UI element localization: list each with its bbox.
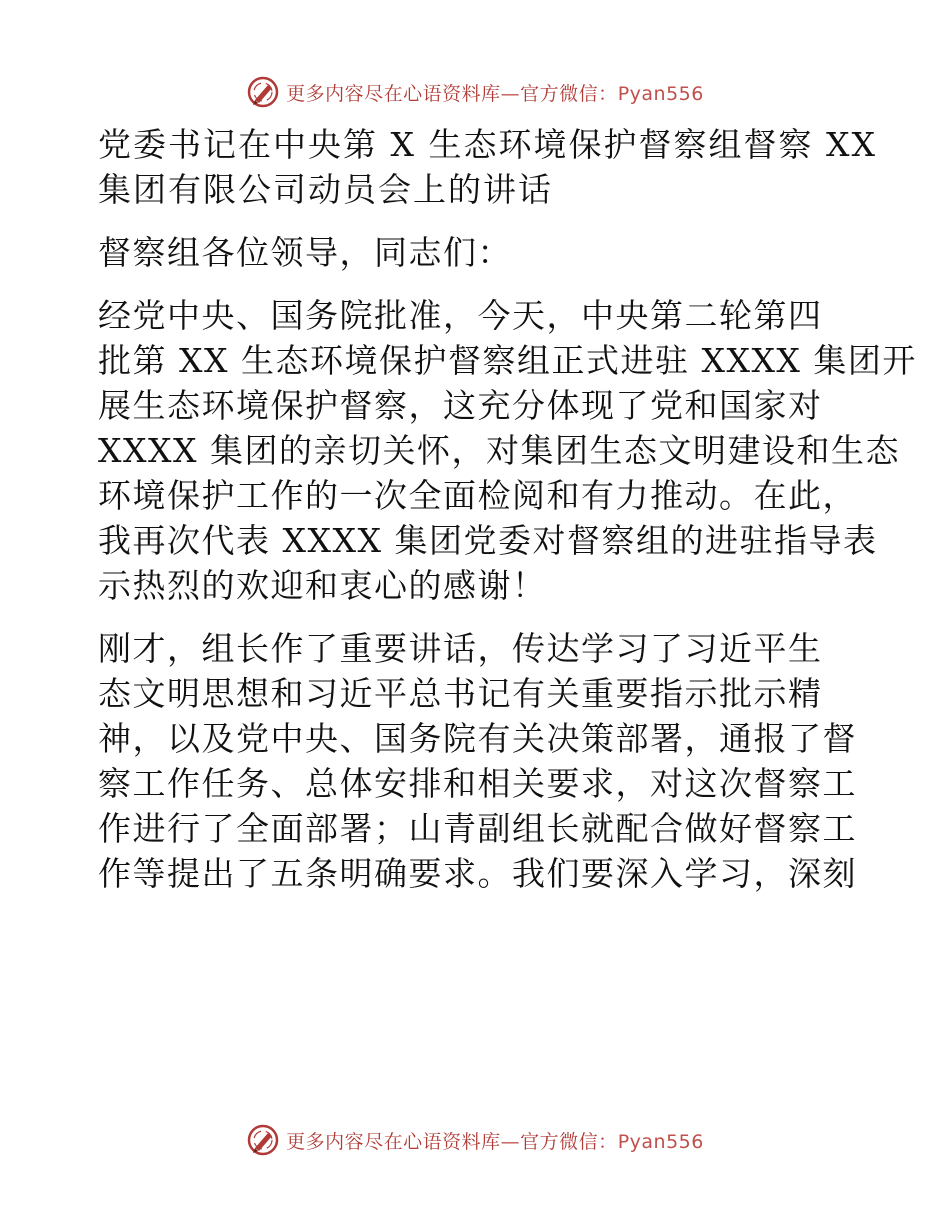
text-line: 态文明思想和习近平总书记有关重要指示批示精 [98,674,823,713]
text-line: 示热烈的欢迎和衷心的感谢！ [98,566,547,605]
title-line: 党委书记在中央第 X 生态环境保护督察组督察 XX [98,125,877,164]
watermark-dash: — [500,1130,521,1153]
paragraph-1 [98,293,917,608]
watermark-wechat-label: 官方微信： [520,1130,618,1153]
text-line: 察工作任务、总体安排和相关要求，对这次督察工 [98,764,857,803]
watermark-text [286,1127,704,1154]
watermark-dash: — [500,82,521,105]
watermark-site: 更多内容尽在心语资料库 [286,82,501,105]
paragraph-2 [98,626,868,896]
title-line: 集团有限公司动员会上的讲话 [98,170,553,209]
salutation [98,230,868,275]
salutation-line: 督察组各位领导，同志们： [98,233,512,272]
text-line: 批第 XX 生态环境保护督察组正式进驻 XXXX 集团开 [98,341,917,380]
watermark-wechat-id: Pyan556 [617,1130,704,1153]
watermark-text [286,79,704,106]
text-line: 展生态环境保护督察，这充分体现了党和国家对 [98,386,823,425]
document-title [98,122,877,212]
text-line: 我再次代表 XXXX 集团党委对督察组的进驻指导表 [98,521,878,560]
text-line: 作等提出了五条明确要求。我们要深入学习，深刻 [98,854,857,893]
watermark-wechat-label: 官方微信： [520,82,618,105]
header-watermark [0,70,950,114]
text-line: 刚才，组长作了重要讲话，传达学习了习近平生 [98,629,823,668]
text-line: 经党中央、国务院批准，今天，中央第二轮第四 [98,296,823,335]
footer-watermark [0,1118,950,1162]
pen-nib-circle-icon [246,1123,280,1157]
watermark-site: 更多内容尽在心语资料库 [286,1130,501,1153]
watermark-wechat-id: Pyan556 [617,82,704,105]
text-line: 神，以及党中央、国务院有关决策部署，通报了督 [98,719,857,758]
text-line: 作进行了全面部署；山青副组长就配合做好督察工 [98,809,857,848]
text-line: 环境保护工作的一次全面检阅和有力推动。在此， [98,476,857,515]
pen-nib-circle-icon [246,75,280,109]
text-line: XXXX 集团的亲切关怀，对集团生态文明建设和生态 [98,431,900,470]
document-body [98,122,917,914]
